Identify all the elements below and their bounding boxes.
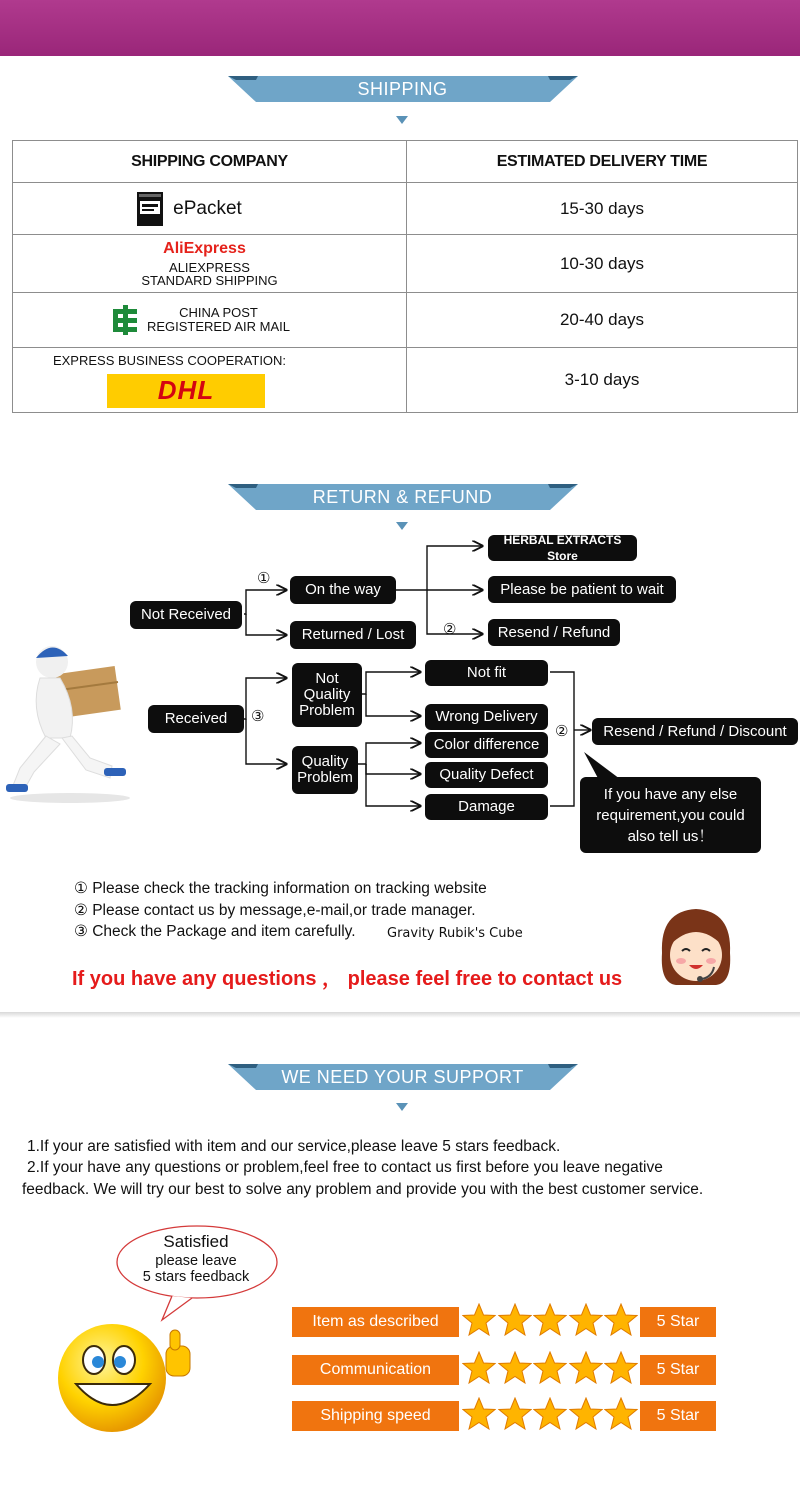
on-the-way-box: On the way xyxy=(290,576,396,604)
star-icon xyxy=(569,1397,603,1431)
ems-logo-icon xyxy=(137,192,163,226)
star-icon xyxy=(462,1351,496,1385)
quality-problem-box: Quality Problem xyxy=(292,746,358,794)
star-icon xyxy=(462,1303,496,1337)
support-line-3: feedback. We will try our best to solve any problem and provide you with the best customer service. xyxy=(22,1181,704,1198)
table-row xyxy=(13,293,798,348)
dhl-logo: DHL xyxy=(107,374,265,408)
circle-one-label: ① xyxy=(257,570,271,587)
star-icon xyxy=(462,1397,496,1431)
support-title: WE NEED YOUR SUPPORT xyxy=(281,1067,524,1087)
rating-label: Shipping speed xyxy=(292,1401,459,1431)
refund-banner xyxy=(230,480,575,516)
delivery-time: 3-10 days xyxy=(407,348,798,413)
received-box: Received xyxy=(148,705,244,733)
company-cell xyxy=(13,348,407,413)
section-divider xyxy=(0,1012,800,1018)
table-row xyxy=(13,235,798,293)
circle-two-label-2: ② xyxy=(555,723,569,740)
wrong-delivery-box: Wrong Delivery xyxy=(425,704,548,730)
star-icon xyxy=(604,1397,638,1431)
not-received-box: Not Received xyxy=(130,601,242,629)
company-service: REGISTERED AIR MAIL xyxy=(146,319,291,334)
delivery-time: 20-40 days xyxy=(407,293,798,348)
star-icon xyxy=(498,1303,532,1337)
company-service: STANDARD SHIPPING xyxy=(141,273,278,288)
company-cell xyxy=(13,293,407,348)
resend-refund-discount-box: Resend / Refund / Discount xyxy=(592,718,798,745)
rating-label: Communication xyxy=(292,1355,459,1385)
support-girl-illustration xyxy=(656,905,736,990)
company-cell xyxy=(13,235,407,293)
support-line-2: 2.If your have any questions or problem,feel free to contact us first before you leave negative xyxy=(27,1159,663,1176)
star-icon xyxy=(533,1351,567,1385)
shipping-table xyxy=(12,140,798,413)
shipping-banner xyxy=(230,72,575,108)
down-arrow-icon xyxy=(396,522,408,530)
bubble-line-1: please leave xyxy=(155,1253,237,1269)
rating-label: Item as described xyxy=(292,1307,459,1337)
company-name: ALIEXPRESS xyxy=(169,260,250,275)
down-arrow-icon xyxy=(396,1103,408,1111)
header-company: SHIPPING COMPANY xyxy=(13,141,407,183)
star-icon xyxy=(498,1397,532,1431)
star-icon xyxy=(533,1397,567,1431)
star-icon xyxy=(533,1303,567,1337)
not-fit-box: Not fit xyxy=(425,660,548,686)
patient-box: Please be patient to wait xyxy=(488,576,676,603)
circle-three-label: ③ xyxy=(251,708,265,725)
table-row xyxy=(13,348,798,413)
aliexpress-logo: AliExpress xyxy=(163,240,246,257)
damage-box: Damage xyxy=(425,794,548,820)
support-banner xyxy=(230,1060,575,1096)
header-delivery: ESTIMATED DELIVERY TIME xyxy=(407,141,798,183)
note-line: ② Please contact us by message,e-mail,or trade manager. xyxy=(74,902,476,919)
rating-stars xyxy=(462,1397,638,1433)
color-difference-box: Color difference xyxy=(425,732,548,758)
company-name: EXPRESS BUSINESS COOPERATION: xyxy=(52,352,287,368)
table-header-row xyxy=(13,141,798,183)
note-line: ③ Check the Package and item carefully. xyxy=(74,923,356,940)
top-color-bar xyxy=(0,0,800,56)
note-line: ① Please check the tracking information on tracking website xyxy=(74,880,487,897)
rating-stars xyxy=(462,1351,638,1387)
refund-title: RETURN & REFUND xyxy=(312,487,493,507)
table-row xyxy=(13,183,798,235)
star-icon xyxy=(604,1303,638,1337)
shipping-title: SHIPPING xyxy=(357,79,448,99)
star-icon xyxy=(569,1351,603,1385)
thumbs-up-smiley-icon xyxy=(56,1322,196,1434)
rating-value: 5 Star xyxy=(640,1355,716,1385)
company-name: CHINA POST xyxy=(179,305,258,320)
bubble-line-2: 5 stars feedback xyxy=(142,1269,250,1285)
watermark-text: Gravity Rubik's Cube xyxy=(387,926,523,941)
rating-value: 5 Star xyxy=(640,1307,716,1337)
rating-stars xyxy=(462,1303,638,1339)
china-post-logo-icon xyxy=(109,305,141,335)
rating-value: 5 Star xyxy=(640,1401,716,1431)
store-name-box: HERBAL EXTRACTS Store xyxy=(488,535,637,561)
not-quality-problem-box: Not Quality Problem xyxy=(292,663,362,727)
star-icon xyxy=(569,1303,603,1337)
delivery-man-illustration xyxy=(0,638,140,803)
delivery-time: 10-30 days xyxy=(407,235,798,293)
star-icon xyxy=(604,1351,638,1385)
bubble-title: Satisfied xyxy=(163,1232,229,1251)
delivery-time: 15-30 days xyxy=(407,183,798,235)
else-requirement-box: If you have any else requirement,you could also tell us！ xyxy=(580,777,761,853)
circle-two-label: ② xyxy=(443,621,457,638)
star-icon xyxy=(498,1351,532,1385)
down-arrow-icon xyxy=(396,116,408,124)
returned-lost-box: Returned / Lost xyxy=(290,621,416,649)
support-line-1: 1.If your are satisfied with item and our service,please leave 5 stars feedback. xyxy=(27,1138,561,1155)
resend-refund-box: Resend / Refund xyxy=(488,619,620,646)
company-name: ePacket xyxy=(173,197,242,219)
contact-message: If you have any questions ， please feel free to contact us xyxy=(72,968,623,990)
company-cell xyxy=(13,183,407,235)
quality-defect-box: Quality Defect xyxy=(425,762,548,788)
